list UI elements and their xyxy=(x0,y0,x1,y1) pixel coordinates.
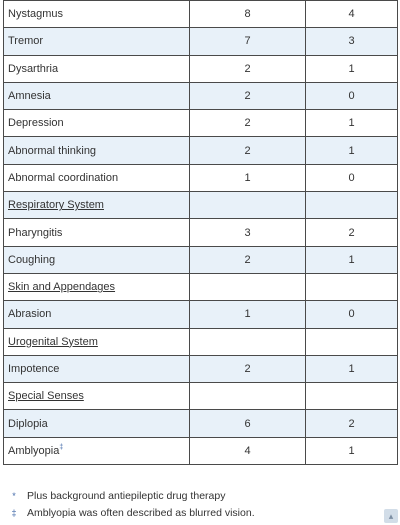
row-label: Depression xyxy=(4,110,190,137)
section-label: Skin and Appendages xyxy=(4,273,190,300)
section-label: Urogenital System xyxy=(4,328,190,355)
row-label: Abrasion xyxy=(4,301,190,328)
footnote-ref-link[interactable]: ‡ xyxy=(59,443,64,451)
footnotes xyxy=(5,488,255,522)
row-label: Tremor xyxy=(4,28,190,55)
row-label xyxy=(4,437,190,464)
cell-value: 8 xyxy=(190,1,306,28)
footnote-marker[interactable]: * xyxy=(12,491,16,501)
row-label: Diplopia xyxy=(4,410,190,437)
footnote xyxy=(5,505,255,522)
footnote-marker[interactable]: ‡ xyxy=(11,508,17,518)
cell-value xyxy=(190,328,306,355)
footnote xyxy=(5,488,255,505)
section-row xyxy=(4,273,398,300)
table-row xyxy=(4,28,398,55)
cell-value xyxy=(190,273,306,300)
row-label: Dysarthria xyxy=(4,55,190,82)
cell-value xyxy=(306,273,398,300)
table-row xyxy=(4,437,398,464)
cell-value: 2 xyxy=(190,137,306,164)
cell-value: 1 xyxy=(190,164,306,191)
cell-value: 3 xyxy=(190,219,306,246)
cell-value: 2 xyxy=(190,55,306,82)
table-row xyxy=(4,164,398,191)
row-label: Amnesia xyxy=(4,82,190,109)
cell-value: 4 xyxy=(190,437,306,464)
cell-value xyxy=(306,383,398,410)
section-label: Special Senses xyxy=(4,383,190,410)
cell-value: 3 xyxy=(306,28,398,55)
row-label: Abnormal thinking xyxy=(4,137,190,164)
table-row xyxy=(4,410,398,437)
cell-value: 2 xyxy=(306,219,398,246)
amblyopia-label: Amblyopia xyxy=(8,444,60,457)
cell-value: 1 xyxy=(306,55,398,82)
cell-value: 2 xyxy=(190,82,306,109)
row-label: Coughing xyxy=(4,246,190,273)
row-label: Impotence xyxy=(4,355,190,382)
table-row xyxy=(4,110,398,137)
section-row xyxy=(4,383,398,410)
cell-value: 1 xyxy=(190,301,306,328)
section-label: Respiratory System xyxy=(4,192,190,219)
cell-value: 2 xyxy=(190,246,306,273)
cell-value xyxy=(306,192,398,219)
table-row xyxy=(4,55,398,82)
row-label: Abnormal coordination xyxy=(4,164,190,191)
table-row xyxy=(4,1,398,28)
cell-value: 2 xyxy=(306,410,398,437)
adverse-events-table xyxy=(3,0,398,465)
cell-value: 0 xyxy=(306,164,398,191)
corner-widget-icon[interactable]: ▴ xyxy=(384,509,398,523)
cell-value: 1 xyxy=(306,246,398,273)
row-label: Pharyngitis xyxy=(4,219,190,246)
table-row xyxy=(4,82,398,109)
cell-value: 1 xyxy=(306,355,398,382)
table-row xyxy=(4,219,398,246)
table-row xyxy=(4,246,398,273)
footnote-text: Plus background antiepileptic drug therapy xyxy=(27,490,226,502)
section-row xyxy=(4,192,398,219)
cell-value: 2 xyxy=(190,355,306,382)
row-label: Nystagmus xyxy=(4,1,190,28)
cell-value: 7 xyxy=(190,28,306,55)
cell-value: 2 xyxy=(190,110,306,137)
cell-value xyxy=(190,192,306,219)
cell-value: 1 xyxy=(306,437,398,464)
table-row xyxy=(4,355,398,382)
cell-value: 0 xyxy=(306,82,398,109)
section-row xyxy=(4,328,398,355)
cell-value: 1 xyxy=(306,110,398,137)
table-row xyxy=(4,301,398,328)
cell-value: 1 xyxy=(306,137,398,164)
cell-value: 4 xyxy=(306,1,398,28)
footnote-text: Amblyopia was often described as blurred vision. xyxy=(27,507,255,519)
cell-value: 0 xyxy=(306,301,398,328)
table-row xyxy=(4,137,398,164)
cell-value xyxy=(190,383,306,410)
cell-value: 6 xyxy=(190,410,306,437)
cell-value xyxy=(306,328,398,355)
